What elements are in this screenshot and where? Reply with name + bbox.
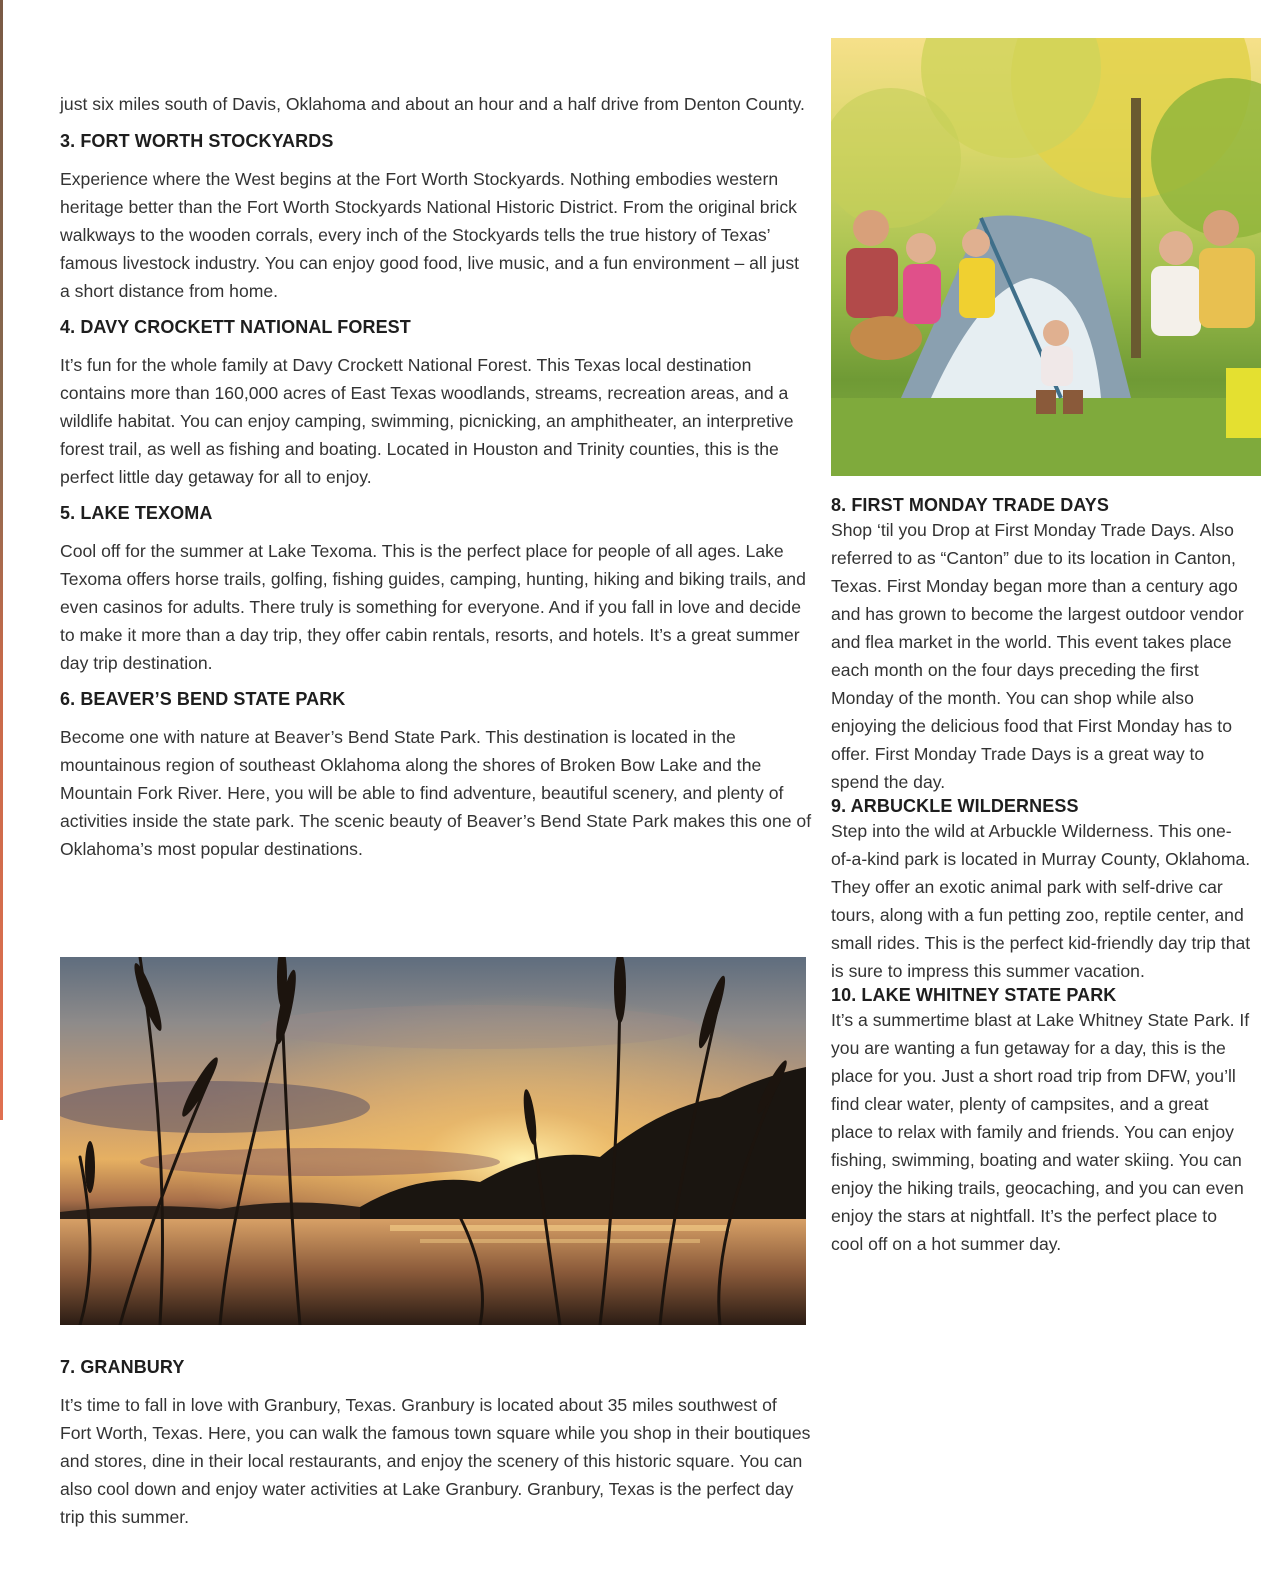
heading-first-monday: 8. FIRST MONDAY TRADE DAYS bbox=[831, 495, 1109, 515]
granbury-section bbox=[60, 1357, 812, 1531]
family-camping-photo bbox=[831, 38, 1261, 476]
left-column bbox=[60, 90, 812, 875]
body-davy-crockett: It’s fun for the whole family at Davy Crockett National Forest. This Texas local destination contains more than 160,000 acres of East Texas woodlands, streams, recreation areas, and a wildlife habitat. You can enjoy camping, swimming, picnicking, an amphitheater, an interpretive forest trail, as well as fishing and boating. Located in Houston and Trinity counties, this is the perfect little day getaway for all to enjoy. bbox=[60, 355, 794, 487]
heading-lake-whitney: 10. LAKE WHITNEY STATE PARK bbox=[831, 985, 1117, 1005]
heading-lake-texoma: 5. LAKE TEXOMA bbox=[60, 503, 213, 523]
body-lake-whitney: It’s a summertime blast at Lake Whitney State Park. If you are wanting a fun getaway for a day, this is the place for you. Just a short road trip from DFW, you’ll find clear water, plenty of campsites, and a great place to relax with family and friends. You can enjoy fishing, swimming, boating and water skiing. You can enjoy the hiking trails, geocaching, and you can even enjoy the stars at nightfall. It’s the perfect place to cool off on a hot summer day. bbox=[831, 1010, 1250, 1254]
sunset-lake-photo bbox=[60, 957, 806, 1325]
body-lake-texoma: Cool off for the summer at Lake Texoma. This is the perfect place for people of all ages. Lake Texoma offers horse trails, golfing, fishing guides, camping, hunting, hiking and biking trails, and even casinos for adults. There truly is something for everyone. And if you fall in love and decide to make it more than a day trip, they offer cabin rentals, resorts, and hotels. It’s a great summer day trip destination. bbox=[60, 541, 806, 673]
page-edge-accent bbox=[0, 0, 3, 1120]
sunset-illustration bbox=[60, 957, 806, 1325]
intro-paragraph: just six miles south of Davis, Oklahoma and about an hour and a half drive from Denton County. bbox=[60, 94, 805, 114]
heading-davy-crockett: 4. DAVY CROCKETT NATIONAL FOREST bbox=[60, 317, 411, 337]
right-column bbox=[831, 495, 1251, 1258]
body-first-monday: Shop ‘til you Drop at First Monday Trade Days. Also referred to as “Canton” due to its location in Canton, Texas. First Monday began more than a century ago and has grown to become the largest outdoor vendor and flea market in the world. This event takes place each month on the four days preceding the first Monday of the month. You can shop while also enjoying the delicious food that First Monday has to offer. First Monday Trade Days is a great way to spend the day. bbox=[831, 520, 1244, 792]
body-fort-worth-stockyards: Experience where the West begins at the Fort Worth Stockyards. Nothing embodies western heritage better than the Fort Worth Stockyards National Historic District. From the original brick walkways to the wooden corrals, every inch of the Stockyards tells the true history of Texas’ famous livestock industry. You can enjoy good food, live music, and a fun environment – all just a short distance from home. bbox=[60, 169, 800, 301]
heading-fort-worth-stockyards: 3. FORT WORTH STOCKYARDS bbox=[60, 131, 334, 151]
body-arbuckle: Step into the wild at Arbuckle Wilderness. This one-of-a-kind park is located in Murray County, Oklahoma. They offer an exotic animal park with self-drive car tours, along with a fun petting zoo, reptile center, and small rides. This is the perfect kid-friendly day trip that is sure to impress this summer vacation. bbox=[831, 821, 1251, 981]
body-granbury: It’s time to fall in love with Granbury, Texas. Granbury is located about 35 miles southwest of Fort Worth, Texas. Here, you can walk the famous town square while you shop in their boutiques and stores, dine in their local restaurants, and enjoy the scenery of this historic square. You can also cool down and enjoy water activities at Lake Granbury. Granbury, Texas is the perfect day trip this summer. bbox=[60, 1395, 811, 1527]
heading-granbury: 7. GRANBURY bbox=[60, 1357, 185, 1377]
heading-arbuckle: 9. ARBUCKLE WILDERNESS bbox=[831, 796, 1079, 816]
body-beavers-bend: Become one with nature at Beaver’s Bend State Park. This destination is located in the mountainous region of southeast Oklahoma along the shores of Broken Bow Lake and the Mountain Fork River. Here, you will be able to find adventure, beautiful scenery, and plenty of activities inside the state park. The scenic beauty of Beaver’s Bend State Park makes this one of Oklahoma’s most popular destinations. bbox=[60, 727, 812, 859]
heading-beavers-bend: 6. BEAVER’S BEND STATE PARK bbox=[60, 689, 346, 709]
camping-illustration bbox=[831, 38, 1261, 476]
